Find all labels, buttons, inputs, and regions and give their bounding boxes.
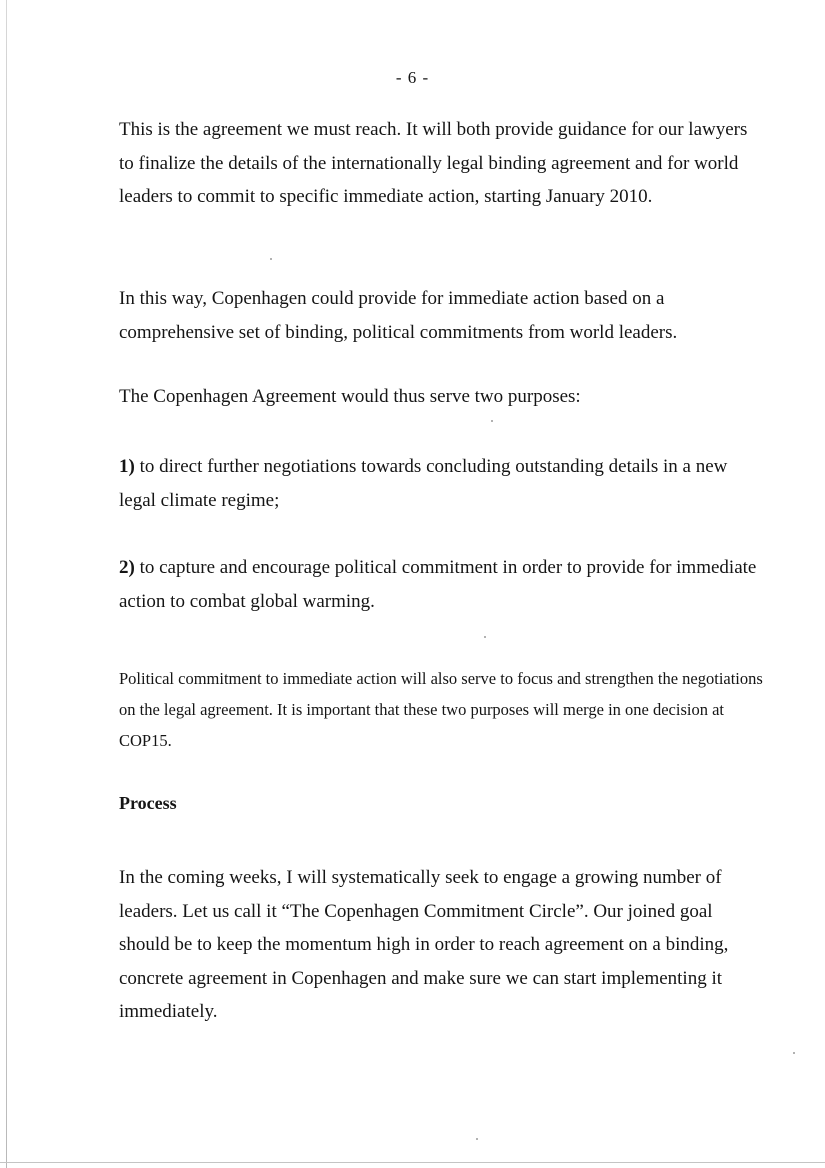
scan-speck	[484, 636, 486, 638]
paragraph-copenhagen-action: In this way, Copenhagen could provide for immediate action based on a comprehensive set of binding, political commitments from world leaders.	[119, 288, 678, 343]
list-item-purpose-2	[119, 551, 759, 618]
scan-speck	[270, 258, 272, 260]
scan-speck	[491, 420, 493, 422]
list-item-text: to capture and encourage political commitment in order to provide for immediate action to combat global warming.	[119, 557, 757, 612]
scan-edge-left	[6, 0, 7, 1168]
list-item-number: 1)	[119, 456, 135, 477]
paragraph-political-commitment: Political commitment to immediate action will also serve to focus and strengthen the negotiations on the legal agreement. It is important that these two purposes will merge in one decision at COP15.	[119, 669, 763, 750]
paragraph-two-purposes: The Copenhagen Agreement would thus serve two purposes:	[119, 386, 581, 407]
paragraph-process: In the coming weeks, I will systematically seek to engage a growing number of leaders. Let us call it “The Copenhagen Commitment Circle”. Our joined goal should be to keep the momentum high in order to reach agreement on a binding, concrete agreement in Copenhagen and make sure we can start implementing it immediately.	[119, 867, 729, 1022]
list-item-number: 2)	[119, 557, 135, 578]
list-item-text: to direct further negotiations towards concluding outstanding details in a new legal climate regime;	[119, 456, 728, 511]
list-item-purpose-1	[119, 450, 759, 517]
scan-speck	[476, 1138, 478, 1140]
scan-edge-bottom	[0, 1162, 825, 1163]
page-number: - 6 -	[395, 68, 430, 87]
section-heading-process: Process	[119, 793, 177, 813]
paragraph-agreement: This is the agreement we must reach. It will both provide guidance for our lawyers to finalize the details of the internationally legal binding agreement and for world leaders to commit to specific immediate action, starting January 2010.	[119, 119, 748, 207]
scan-speck	[793, 1052, 795, 1054]
